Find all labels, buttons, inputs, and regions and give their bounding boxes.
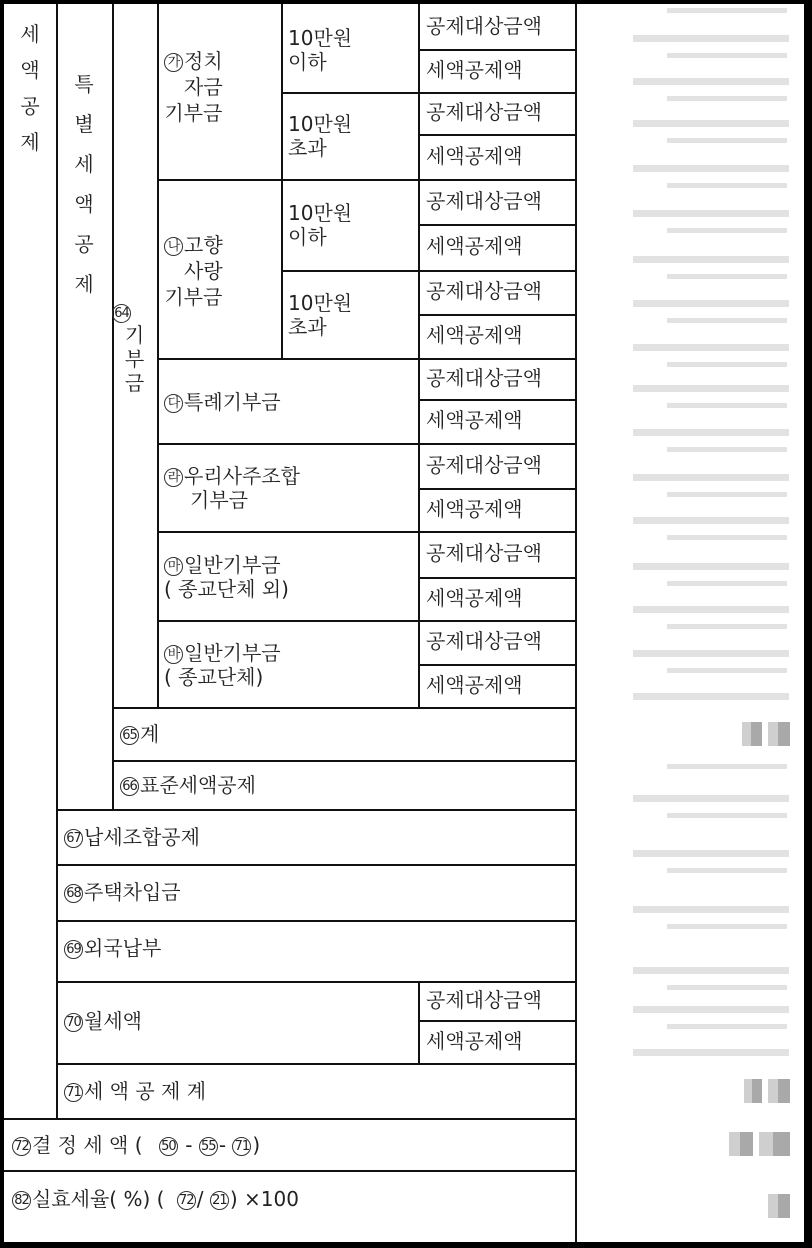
deduction-base-label: 공제대상금액 (426, 541, 542, 565)
redacted-value (667, 985, 787, 990)
amount-field[interactable] (577, 809, 804, 864)
amount-field[interactable] (577, 1118, 804, 1170)
redacted-value (633, 1006, 789, 1013)
redacted-value (633, 606, 789, 613)
redacted-value (768, 1194, 790, 1218)
redacted-value (633, 474, 789, 481)
item-number-badge: 64 (112, 304, 131, 323)
amount-field[interactable] (577, 92, 804, 134)
redacted-value (633, 429, 789, 436)
redacted-value (729, 1132, 790, 1156)
section-label-tax-credit: 세 액 공 제 (20, 22, 40, 154)
redacted-value (633, 517, 789, 524)
deduction-base-label: 공제대상금액 (426, 452, 542, 477)
amount-field[interactable] (577, 4, 804, 49)
redacted-value (667, 53, 787, 58)
special-donation-label: 다 특례기부금 (164, 390, 281, 414)
redacted-value (633, 165, 789, 172)
tax-credit-amount-label: 세액공제액 (426, 672, 523, 697)
amount-field[interactable] (577, 760, 804, 809)
redacted-value (667, 868, 787, 873)
tax-credit-amount-label: 세액공제액 (426, 323, 523, 347)
redacted-value (667, 492, 787, 497)
esop-donation-label: 라 우리사주조합 기부금 (164, 464, 300, 512)
amount-field[interactable] (577, 664, 804, 707)
tax-credit-amount-label: 세액공제액 (426, 143, 523, 168)
row-monthly-rent: 70 월세액 (64, 1009, 142, 1033)
amount-field[interactable] (577, 134, 804, 179)
tax-credit-amount-label: 세액공제액 (426, 234, 523, 258)
amount-field[interactable] (577, 179, 804, 224)
tier-under-100k: 10만원 이하 (288, 26, 353, 74)
amount-field[interactable] (577, 981, 804, 1020)
amount-field[interactable] (577, 1063, 804, 1118)
redacted-value (667, 318, 787, 323)
redacted-value (633, 563, 789, 570)
row-total: 65 계 (120, 722, 159, 746)
amount-field[interactable] (577, 314, 804, 358)
amount-field[interactable] (577, 577, 804, 620)
redacted-value (633, 967, 789, 974)
amount-field[interactable] (577, 920, 804, 981)
redacted-value (667, 1024, 787, 1029)
tax-credit-amount-label: 세액공제액 (426, 1028, 523, 1053)
redacted-value (633, 1049, 789, 1056)
redacted-value (633, 210, 789, 217)
redacted-value (633, 906, 789, 913)
redacted-value (667, 403, 787, 408)
redacted-value (667, 8, 787, 13)
redacted-value (633, 850, 789, 857)
row-housing-loan: 68 주택차입금 (64, 880, 181, 904)
section-label-special-credit: 특 별 세 액 공 제 (74, 72, 94, 296)
deduction-base-label: 공제대상금액 (426, 188, 542, 213)
redacted-value (667, 813, 787, 818)
row-effective-tax-rate: 82 실효세율( %) ( 72 / 21 ) ×100 (12, 1187, 299, 1211)
section-label-donation: 64 기 부 금 (112, 304, 157, 395)
redacted-value (667, 183, 787, 188)
general-donation-religious-label: 바 일반기부금 ( 종교단체) (164, 641, 281, 689)
amount-field[interactable] (577, 224, 804, 270)
redacted-value (667, 624, 787, 629)
tax-credit-amount-label: 세액공제액 (426, 585, 523, 610)
redacted-value (633, 650, 789, 657)
redacted-value (633, 795, 789, 802)
amount-field[interactable] (577, 443, 804, 488)
amount-field[interactable] (577, 358, 804, 399)
tax-credit-amount-label: 세액공제액 (426, 57, 523, 82)
redacted-value (667, 764, 787, 769)
deduction-base-label: 공제대상금액 (426, 365, 542, 390)
tax-credit-form (4, 4, 804, 1242)
amount-field[interactable] (577, 1020, 804, 1063)
amount-field[interactable] (577, 707, 804, 760)
political-fund-label: 가 정치 자금 기부금 (164, 49, 223, 125)
hometown-donation-label: 나 고향 사랑 기부금 (164, 233, 223, 309)
deduction-base-label: 공제대상금액 (426, 629, 542, 653)
redacted-value (667, 362, 787, 367)
redacted-value (667, 274, 787, 279)
redacted-value (633, 344, 789, 351)
amount-field[interactable] (577, 864, 804, 920)
row-determined-tax: 72 결 정 세 액 ( 50 - 55 - 71 ) (12, 1133, 260, 1157)
redacted-value (742, 722, 790, 746)
redacted-value (633, 385, 789, 392)
amount-field[interactable] (577, 620, 804, 664)
row-standard-credit: 66 표준세액공제 (120, 773, 256, 797)
amount-field[interactable] (577, 399, 804, 443)
redacted-value (667, 535, 787, 540)
row-foreign-payment: 69 외국납부 (64, 936, 161, 960)
amount-field[interactable] (577, 49, 804, 92)
redacted-value (633, 693, 789, 700)
amount-field[interactable] (577, 1170, 804, 1242)
redacted-value (667, 924, 787, 929)
redacted-value (667, 668, 787, 673)
redacted-value (633, 256, 789, 263)
tier-under-100k: 10만원 이하 (288, 201, 353, 249)
redacted-value (667, 447, 787, 452)
deduction-base-label: 공제대상금액 (426, 279, 542, 303)
deduction-base-label: 공제대상금액 (426, 100, 542, 124)
tax-credit-amount-label: 세액공제액 (426, 408, 523, 432)
redacted-value (744, 1079, 790, 1103)
redacted-value (633, 35, 789, 42)
redacted-value (667, 96, 787, 101)
row-credit-total: 71 세 액 공 제 계 (64, 1079, 206, 1103)
redacted-value (633, 300, 789, 307)
general-donation-non-religious-label: 마 일반기부금 ( 종교단체 외) (164, 553, 289, 601)
redacted-value (667, 228, 787, 233)
amount-field[interactable] (577, 531, 804, 577)
deduction-base-label: 공제대상금액 (426, 13, 542, 38)
deduction-base-label: 공제대상금액 (426, 987, 542, 1012)
amount-field[interactable] (577, 270, 804, 314)
redacted-value (667, 581, 787, 586)
tier-over-100k: 10만원 초과 (288, 291, 353, 339)
redacted-value (667, 138, 787, 143)
redacted-value (633, 78, 789, 85)
amount-field[interactable] (577, 488, 804, 531)
tax-credit-amount-label: 세액공제액 (426, 496, 523, 521)
row-union-credit: 67 납세조합공제 (64, 825, 200, 849)
tier-over-100k: 10만원 초과 (288, 112, 353, 160)
redacted-value (633, 120, 789, 127)
